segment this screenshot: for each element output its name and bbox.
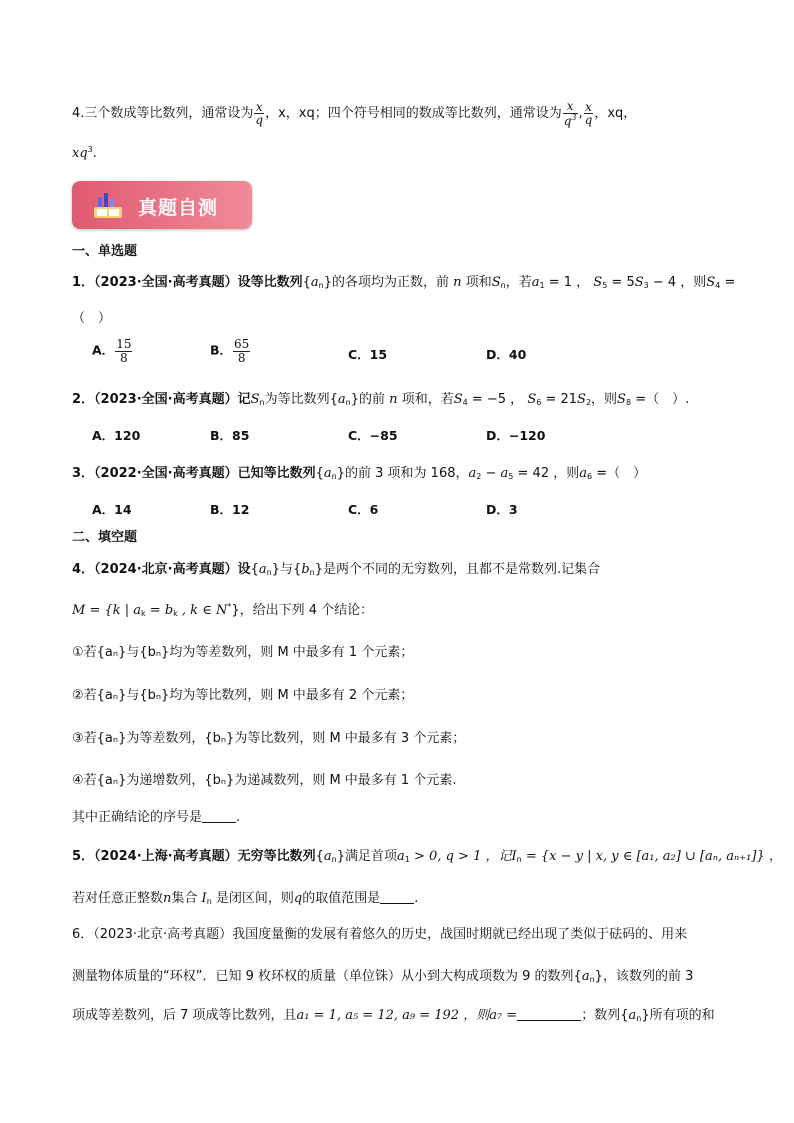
- intro-text-d: xq: [72, 146, 88, 161]
- q4-item-1: ①若{aₙ}与{bₙ}均为等差数列，则 M 中最多有 1 个元素；: [72, 645, 414, 660]
- q2-option-d[interactable]: D．−120: [486, 428, 546, 443]
- banner-title: 真题自测: [138, 197, 219, 219]
- q5-line2d: 的取值范围是: [302, 891, 381, 906]
- question-6-line-1: [72, 923, 687, 942]
- q1-head: 1．（2023·全国·高考真题）设等比数列: [72, 275, 303, 290]
- book-chart-icon: [92, 189, 124, 225]
- q3-tail: =（ ）: [596, 466, 647, 481]
- q6-answer-blank-a7[interactable]: [517, 1008, 581, 1021]
- q6-line3c: a₇ =: [489, 1008, 518, 1023]
- q6-line3b: a₁ = 1, a₅ = 12, a₉ = 192 ，则: [296, 1008, 490, 1023]
- q2-head: 2．（2023·全国·高考真题）记: [72, 392, 251, 407]
- q2-e1: = −5 ，: [471, 392, 524, 407]
- q6-line1: 6．（2023·北京·高考真题）我国度量衡的发展有着悠久的历史，战国时期就已经出现了类似于砝码的、用来: [72, 927, 688, 942]
- question-1-line-1: 1．（2023·全国·高考真题）设等比数列$\{a_n\}$的各项均为正数，前 n 项和$S_n$，若$a_1 = 1$ ， $S_5 = 5S_3 - 4$ ，则$S_4$ =: [72, 275, 736, 290]
- intro-text-c: ，xq，: [594, 106, 637, 122]
- q4-item-2: ②若{aₙ}与{bₙ}均为等比数列，则 M 中最多有 2 个元素；: [72, 688, 414, 703]
- q1-tail: =: [724, 275, 736, 290]
- q6-line3a: 项成等差数列，后 7 项成等比数列，且: [72, 1008, 297, 1023]
- q1-mid2: 项和: [465, 275, 492, 290]
- question-6-line-2: 测量物体质量的“环权”．已知 9 枚环权的质量（单位铢）从小到大构成项数为 9 的数列$\{a_n\}$，该数列的前 3: [72, 969, 694, 984]
- intro-line-1: 4.三个数成等比数列，通常设为 $\frac{x}{q}$ ，x，xq；四个符号相同的数成等比数列，通常设为 $\frac{x}{q^3}$ , $\frac{x}{q}$ ，xq，: [72, 99, 637, 128]
- question-4-set: M = {k | $a_k = b_k$ , k ∈ N*}，给出下列 4 个结论：: [72, 602, 374, 618]
- intro-text-a: 4.三个数成等比数列，通常设为: [72, 106, 254, 122]
- q1-mid: 的各项均为正数，前: [332, 275, 450, 290]
- q1-option-a[interactable]: A． $\frac{15}{8}$: [92, 337, 132, 365]
- q4-set4: }，给出下列 4 个结论：: [231, 603, 374, 618]
- q6-line3e: 所有项的和: [649, 1008, 715, 1023]
- q2-mid: 为等比数列: [264, 392, 330, 407]
- q2-tail: ，则: [591, 392, 618, 407]
- section-title-single-choice: 一、单选题: [72, 244, 138, 259]
- q3-mid: 的前 3 项和为 168，: [345, 466, 469, 481]
- q4-set2: = b: [145, 603, 174, 618]
- q4-item-4: ④若{aₙ}为递增数列，{bₙ}为递减数列，则 M 中最多有 1 个元素.: [72, 773, 457, 788]
- intro-exponent: 3: [87, 145, 93, 154]
- fraction-x-over-q3: $\frac{x}{q^3}$: [563, 99, 577, 128]
- q1-cond-expr: = 1 ，: [548, 275, 590, 290]
- q1-cond: ，若: [505, 275, 532, 290]
- q2-tail2: =（ ）.: [635, 392, 690, 407]
- q4-answer-blank[interactable]: [202, 810, 236, 823]
- q1-paren: （ ）: [72, 311, 112, 326]
- question-5-line-1: 5．（2024·上海·高考真题）无穷等比数列$\{a_n\}$满足首项$a_1 > 0$, q > 1 ，记$I_n = \{x - y$ | x, y ∈ [a₁, a₂] ∪ [aₙ, aₙ₊₁]} ，: [72, 849, 782, 864]
- q5-line2c: 是闭区间，则: [215, 891, 294, 906]
- q3-option-a[interactable]: A．14: [92, 502, 132, 517]
- q1-cond-expr3: − 4 ，则: [652, 275, 707, 290]
- intro-text-b: ，x，xq；四个符号相同的数成等比数列，通常设为: [265, 106, 562, 122]
- question-2-line-1: 2．（2023·全国·高考真题）记$S_n$为等比数列$\{a_n\}$的前 n 项和，若$S_4 = -5$ ， $S_6 = 21S_2$，则$S_8$ =（ ）.: [72, 392, 690, 407]
- q2-option-a[interactable]: A．120: [92, 428, 141, 443]
- q5-answer-blank[interactable]: [380, 891, 414, 904]
- q2-option-b[interactable]: B．85: [210, 428, 250, 443]
- q4-set3: , k ∈ N: [177, 603, 228, 618]
- q3-head: 3．（2022·全国·高考真题）已知等比数列: [72, 466, 316, 481]
- fraction-x-over-q: $\frac{x}{q}$: [255, 99, 264, 128]
- fraction-x-over-q-2: $\frac{x}{q}$: [584, 99, 593, 128]
- q1-option-c[interactable]: C．15: [348, 347, 388, 362]
- section-banner: [72, 181, 252, 229]
- q5-mid2: > 0, q > 1 ，记: [414, 849, 512, 864]
- q2-option-c[interactable]: C．−85: [348, 428, 398, 443]
- q5-line2a: 若对任意正整数: [72, 891, 164, 906]
- q5-head: 5．（2024·上海·高考真题）无穷等比数列: [72, 849, 316, 864]
- q1-option-d[interactable]: D．40: [486, 347, 527, 362]
- intro-text-d-end: .: [92, 146, 97, 161]
- q4-ask: 其中正确结论的序号是: [72, 810, 203, 825]
- section-title-fill-blank: 二、填空题: [72, 530, 138, 545]
- q4-mid2: 是两个不同的无穷数列，且都不是常数列.记集合: [323, 562, 601, 577]
- q4-mid: 与: [280, 562, 294, 577]
- q6-line2b: ，该数列的前 3: [602, 969, 694, 984]
- q2-mid2: 的前: [359, 392, 386, 407]
- q1-option-b[interactable]: B． $\frac{65}{8}$: [210, 337, 250, 365]
- question-6-line-3: 项成等差数列，后 7 项成等比数列，且a₁ = 1, a₅ = 12, a₉ = 192 ，则a₇ = ；数列$\{a_n\}$所有项的和: [72, 1008, 715, 1023]
- q4-ask-line: 其中正确结论的序号是 .: [72, 810, 241, 825]
- question-4-line-1: 4．（2024·北京·高考真题）设$\{a_n\}$与$\{b_n\}$是两个不同的无穷数列，且都不是常数列.记集合: [72, 562, 601, 577]
- q6-line3d: ；数列: [581, 1008, 621, 1023]
- q4-set: M = {k | a: [72, 603, 142, 618]
- q6-line2a: 测量物体质量的“环权”．已知 9 枚环权的质量（单位铢）从小到大构成项数为 9 的数列: [72, 969, 574, 984]
- q4-item-3: ③若{aₙ}为等差数列，{bₙ}为等比数列，则 M 中最多有 3 个元素；: [72, 731, 466, 746]
- question-3-line-1: 3．（2022·全国·高考真题）已知等比数列$\{a_n\}$的前 3 项和为 168，$a_2 - a_5 = 42$ ，则$a_6$ =（ ）: [72, 466, 647, 481]
- q3-option-d[interactable]: D．3: [486, 502, 518, 517]
- q5-line2b: 集合: [171, 891, 198, 906]
- q5-mid: 满足首项: [345, 849, 398, 864]
- q4-head: 4．（2024·北京·高考真题）设: [72, 562, 251, 577]
- q2-mid3: 项和，若: [401, 392, 454, 407]
- question-5-line-2: 若对任意正整数n集合 $I_n$ 是闭区间，则q的取值范围是 .: [72, 891, 419, 906]
- q1-cond-expr2: = 5: [611, 275, 635, 290]
- q3-option-b[interactable]: B．12: [210, 502, 250, 517]
- q3-option-c[interactable]: C．6: [348, 502, 379, 517]
- q5-mid3: = {x − y | x, y ∈ [a₁, a₂] ∪ [aₙ, aₙ₊₁]} ，: [525, 849, 782, 864]
- q3-mid2: = 42 ，则: [517, 466, 580, 481]
- q2-e2: = 21: [545, 392, 578, 407]
- intro-line-2: [72, 145, 97, 161]
